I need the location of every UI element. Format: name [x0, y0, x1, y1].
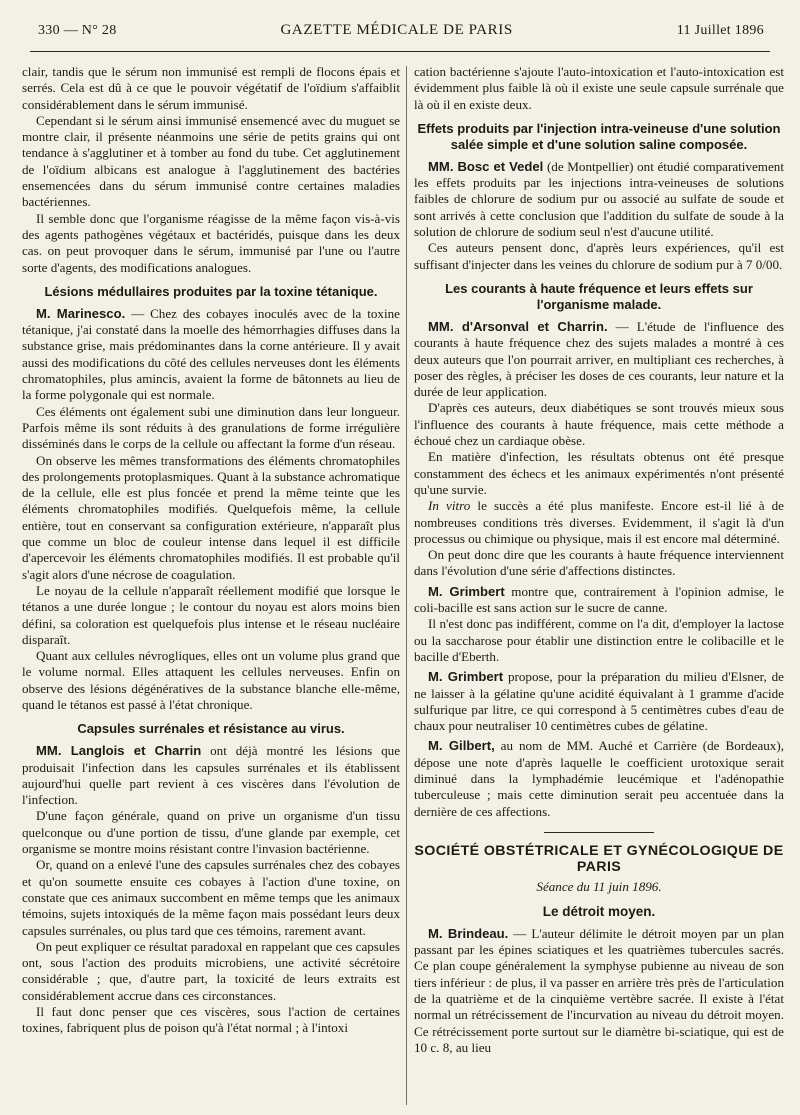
section-heading: Capsules surrénales et résistance au virus.: [77, 721, 345, 737]
paragraph: Or, quand on a enlevé l'une des capsules surrénales chez des cobayes et qu'on soumette ensuite ces cobayes à l'action d'une toxine, on constate que ces animaux succombent en même temps que les animaux témoins, sujets intoxiqués de la même façon mais possédant leurs deux capsules surrénales, ou plus tard que ces témoins, rarement avant.: [22, 857, 400, 938]
paragraph: Il n'est donc pas indifférent, comme on l'a dit, d'employer la lactose ou la saccharose pour établir une distinction entre le colibacille et le bacille d'Eberth.: [414, 616, 784, 664]
author-name: MM. Langlois et Charrin: [36, 743, 202, 759]
paragraph: [414, 926, 784, 1056]
right-column: [414, 64, 784, 1056]
society-title: SOCIÉTÉ OBSTÉTRICALE ET GYNÉCOLOGIQUE DE PARIS: [414, 842, 784, 876]
left-column: [22, 64, 400, 1037]
author-name: M. Brindeau.: [428, 925, 509, 941]
paragraph-text: — Chez des cobayes inoculés avec de la toxine tétanique, j'ai constaté dans la moelle des hémorrhagies diffuses dans la substance grise, mais prédominantes dans la corne antérieure. Il y avait aussi des modifications du côté des cellules nerveuses dont les éléments chromatophiles, plus amincis, avaient la forme de bâtonnets au lieu de la forme polygonale qui est normale.: [22, 305, 400, 403]
paragraph-text: montre que, contrairement à l'opinion admise, le coli-bacille est sans action sur le sucre de canne.: [414, 583, 784, 616]
author-name: M. Grimbert: [428, 583, 505, 599]
paragraph-text: propose, pour la préparation du milieu d'Elsner, de ne laisser à la gélatine qu'une acidité équivalant à 1 gramme d'acide sulfurique par litre, ce qui correspond à 5 centimètres cubes d'eau de chaux pour neutraliser 10 centimètres cubes de gélatine.: [414, 669, 784, 734]
latin-term: In vitro: [428, 498, 471, 514]
column-divider: [406, 66, 407, 1105]
paragraph-text: ont déjà montré les lésions que produisait l'infection dans les capsules surrénales et ils établissent aujourd'hui quelle part revient à ces viscères dans l'évolution de l'infection.: [22, 743, 401, 808]
paragraph: On observe les mêmes transformations des éléments chromatophiles des prolongements protoplasmiques. Quant à la substance achromatique de la cellule, elle est plus foncée et prend la même teinte que les éléments chromatophiles modifiés. Quelquefois même, la cellule entière, tout en conservant sa configuration extérieure, n'apparaît plus que comme un bloc de couleur intense dans lequel il est difficile d'apercevoir les éléments chromatophiles modifiés. Il est probable qu'il s'agit alors d'une nécrose de coagulation.: [22, 452, 400, 582]
issue-date: 11 Juillet 1896: [676, 23, 764, 38]
paragraph-text: le succès a été plus manifeste. Encore est-il lié à de nombreuses conditions très diverses. Evidemment, il s'agit là d'un processus ou chimique ou physique, mais il est encore mal déterminé.: [414, 498, 784, 546]
paragraph: Le noyau de la cellule n'apparaît réellement modifié que lorsque le tétanos a une durée longue ; le contour du noyau est alors moins bien défini, sa coloration est quelquefois plus intense et le réseau nucléaire disparaît.: [22, 582, 400, 647]
paragraph: [414, 738, 784, 819]
paragraph-text: — L'étude de l'influence des courants à haute fréquence chez des sujets malades a montré à ces deux auteurs que l'on pourrait arriver, en multipliant ces recherches, à poser des règles, à préciser les doses de ces courants, leur nature et la durée de leur application.: [414, 318, 784, 400]
author-name: MM. d'Arsonval et Charrin.: [428, 318, 608, 334]
author-name: M. Marinesco.: [36, 305, 126, 321]
page-number: 330 — N° 28: [38, 23, 117, 38]
paragraph: D'après ces auteurs, deux diabétiques se sont trouvés mieux sous l'influence des courants à haute fréquence, mais cette méthode a échoué chez un cardiaque obèse.: [414, 400, 784, 449]
paragraph-text: — L'auteur délimite le détroit moyen par un plan passant par les épines sciatiques et les quatrièmes tubercules sacrés. Ce plan coupe généralement la symphyse pubienne au niveau de son tiers inférieur : de plus, il va passer en arrière très près de l'articulation de la quatrième et de la cinquième vertèbre sacrée. Il existe à l'état normal un rétrécissement de l'incurvation au niveau du détroit moyen. Ce rétrécissement porte surtout sur le diamètre bi-sciatique, qui est de 10 c. 8, au lieu: [414, 925, 784, 1055]
page-header: [38, 22, 764, 44]
paragraph: Quant aux cellules névrogliques, elles ont un volume plus grand que le volume normal. Elles attaquent les cellules nerveuses. Enfin on observe des lésions dégénératives de la substance blanche elle-même, quand le tétanos est passé à l'état chronique.: [22, 648, 400, 712]
section-heading: Effets produits par l'injection intra-veineuse d'une solution salée simple et d'une solution saline composée.: [417, 120, 781, 152]
paragraph: [414, 498, 784, 547]
paragraph: D'une façon générale, quand on prive un organisme d'un tissu quelconque ou d'une portion de tissu, d'une glande par exemple, cet organisme se montre moins résistant contre l'invasion bactérienne.: [22, 808, 400, 857]
author-name: M. Grimbert: [428, 669, 504, 685]
header-rule: [30, 51, 770, 52]
paragraph: cation bactérienne s'ajoute l'auto-intoxication et l'auto-intoxication est évidemment plus faible là où il existe une seule capsule surrénale que là où il en existe deux.: [414, 64, 784, 112]
section-heading: Les courants à haute fréquence et leurs effets sur l'organisme malade.: [445, 280, 753, 312]
paragraph: [22, 743, 400, 808]
paragraph: En matière d'infection, les résultats obtenus ont été presque constamment des échecs et les animaux expérimentés n'ont présenté qu'une survie.: [414, 449, 784, 497]
paragraph-text: (de Montpellier) ont étudié comparativement les effets produits par les injections intra-veineuses de solutions faibles de chlorure de sodium pur ou associé au sulfate de soude et sont arrivés à cette conclusion que l'addition du sulfate de soude à la solution de chlorure de sodium seul n'est d'aucune utilité.: [414, 158, 784, 240]
section-heading: Lésions médullaires produites par la toxine tétanique.: [44, 283, 378, 299]
paragraph: Ces éléments ont également subi une diminution dans leur longueur. Parfois même ils sont réduits à des granulations de forme irrégulière disséminés dans le corps de la cellule ou affectant la forme d'un réseau.: [22, 403, 400, 452]
paragraph: [414, 669, 784, 734]
paragraph-text: au nom de MM. Auché et Carrière (de Bordeaux), dépose une note d'après laquelle le coefficient urotoxique serait diminué dans la lymphadémie leucémique et l'adénopathie tuberculeuse ; mais cette diminution serait peu accentuée dans la dernière de ces affections.: [414, 738, 784, 819]
author-name: MM. Bosc et Vedel: [428, 158, 544, 174]
paragraph: clair, tandis que le sérum non immunisé est rempli de flocons épais et serrés. Cela est dû à ce que le pouvoir végétatif de l'oïdium s'affaiblit considérablement dans le sérum immunisé.: [22, 64, 400, 112]
paragraph: [414, 584, 784, 617]
paragraph: Cependant si le sérum ainsi immunisé ensemencé avec du muguet se montre clair, il présente néanmoins une série de petits grains qui ont tendance à s'agglutiner et à tomber au fond du tube. Cet agglutinement de l'oïdium albicans est analogue à l'agglutinement des bactéries ensemencées dans du sérum immunisé contre certaines maladies bactériennes.: [22, 112, 400, 210]
paragraph: [414, 159, 784, 240]
paragraph: On peut expliquer ce résultat paradoxal en rappelant que ces capsules ont, sous l'action des produits microbiens, une activité sécrétoire considérable ; que, d'autre part, la toxicité de leurs extraits est considérablement accrue dans ces circonstances.: [22, 938, 400, 1003]
journal-title: GAZETTE MÉDICALE DE PARIS: [280, 22, 513, 38]
paragraph: Il faut donc penser que ces viscères, sous l'action de certaines toxines, fabriquent plus de poison qu'à l'état normal ; à l'intoxi: [22, 1004, 400, 1036]
session-date: Séance du 11 juin 1896.: [536, 879, 662, 895]
author-name: M. Gilbert,: [428, 738, 495, 754]
paragraph: Ces auteurs pensent donc, d'après leurs expériences, qu'il est suffisant d'injecter dans les veines du chlorure de sodium pur à 7 0/00.: [414, 240, 784, 272]
section-rule: [544, 832, 654, 833]
section-heading: Le détroit moyen.: [542, 903, 656, 919]
paragraph: [22, 306, 400, 404]
paragraph: Il semble donc que l'organisme réagisse de la même façon vis-à-vis des agents pathogènes végétaux et bactéridés, puisque dans les deux cas. on peut provoquer dans le sérum, immunisé par l'une ou l'autre sorte d'agents, des modifications analogues.: [22, 210, 400, 275]
paragraph: [414, 319, 784, 400]
paragraph: On peut donc dire que les courants à haute fréquence interviennent dans l'évolution d'une série d'affections distinctes.: [414, 547, 784, 579]
